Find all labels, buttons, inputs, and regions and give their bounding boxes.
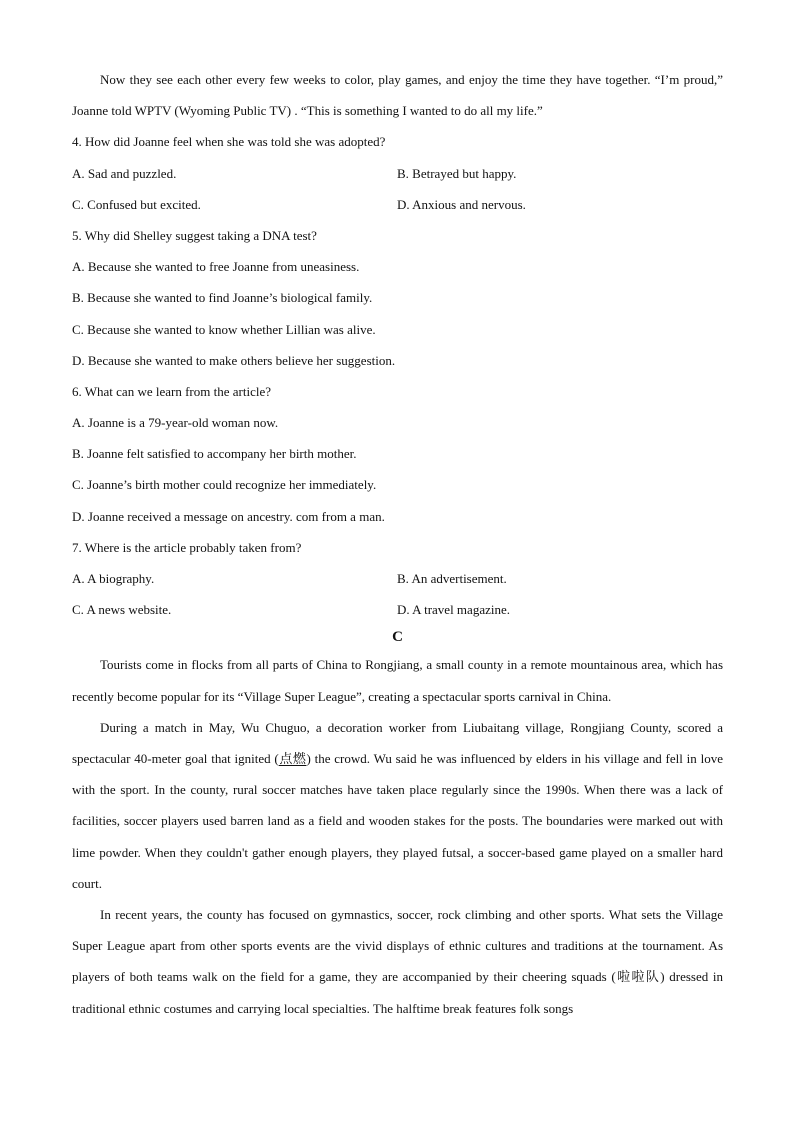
question-4-options-row-1 [72, 158, 723, 189]
intro-paragraph: Now they see each other every few weeks to color, play games, and enjoy the time they have together. “I’m proud,” Joanne told WPTV (Wyoming Public TV) . “This is something I wanted to do all my life.” [72, 72, 723, 119]
section-c-paragraph-3-text-1: In recent years, the county has focused on gymnastics, soccer, rock climbing and other sports. What sets the Village Super League apart from other sports events are the vivid displays of ethnic cultures and traditions at the tournament. As players of both teams walk on the field for a game, they are accompanied by their cheering squads ( [72, 907, 723, 985]
question-7-option-d: D. A travel magazine. [397, 602, 510, 618]
question-7-options-row-2 [72, 594, 723, 625]
question-6-option-a: A. Joanne is a 79-year-old woman now. [72, 415, 279, 431]
question-7-stem: 7. Where is the article probably taken from? [72, 539, 302, 555]
question-5-option-c: C. Because she wanted to know whether Lillian was alive. [72, 321, 376, 337]
question-5-option-d: D. Because she wanted to make others believe her suggestion. [72, 352, 396, 368]
question-7-option-b: B. An advertisement. [397, 571, 507, 587]
section-c-paragraph-3-text-2: ) dressed in traditional ethnic costumes and carrying local specialties. The halftime break features folk songs [72, 969, 723, 1016]
question-5-option-a: A. Because she wanted to free Joanne from uneasiness. [72, 259, 360, 275]
question-7-option-a: A. A biography. [72, 571, 155, 587]
question-4-option-c: C. Confused but excited. [72, 196, 201, 212]
question-7-options-row-1 [72, 563, 723, 594]
question-4-option-b: B. Betrayed but happy. [397, 165, 517, 181]
question-7-option-c: C. A news website. [72, 602, 172, 618]
document-page [72, 64, 723, 1024]
section-c-paragraph-2-text-1: During a match in May, Wu Chuguo, a decoration worker from Liubaitang village, Rongjiang County, scored a spectacular 40-meter goal that ignited ( [72, 719, 723, 767]
section-c-paragraph-1: Tourists come in flocks from all parts of China to Rongjiang, a small county in a remote mountainous area, which has recently become popular for its “Village Super League”, creating a spectacular sports carnival in China. [72, 657, 723, 704]
section-c-paragraph-2 [72, 712, 723, 899]
question-5-stem: 5. Why did Shelley suggest taking a DNA test? [72, 227, 317, 243]
question-6-stem: 6. What can we learn from the article? [72, 383, 271, 399]
question-4-option-a: A. Sad and puzzled. [72, 165, 177, 181]
section-c-paragraph-2-text-2: ) the crowd. Wu said he was influenced by elders in his village and fell in love with the sport. In the county, rural soccer matches have taken place regularly since the 1990s. When there was a lack of facilities, soccer players used barren land as a field and wooden stakes for the posts. The boundaries were marked out with lime powder. When they couldn't gather enough players, they played futsal, a soccer-based game played on a smaller hard court. [72, 751, 723, 891]
question-4-option-d: D. Anxious and nervous. [397, 196, 526, 212]
question-4-stem: 4. How did Joanne feel when she was told she was adopted? [72, 134, 386, 150]
question-4-options-row-2 [72, 189, 723, 220]
question-6-option-d: D. Joanne received a message on ancestry. com from a man. [72, 508, 385, 524]
cheering-squad-gloss: 啦啦队 [615, 969, 661, 985]
question-6-option-c: C. Joanne’s birth mother could recognize her immediately. [72, 477, 377, 493]
question-5-option-b: B. Because she wanted to find Joanne’s biological family. [72, 290, 373, 306]
question-6-option-b: B. Joanne felt satisfied to accompany her birth mother. [72, 446, 357, 462]
ignite-gloss: 点燃 [278, 751, 307, 767]
section-c-paragraph-3 [72, 899, 723, 1024]
section-c-heading: C [392, 629, 403, 646]
